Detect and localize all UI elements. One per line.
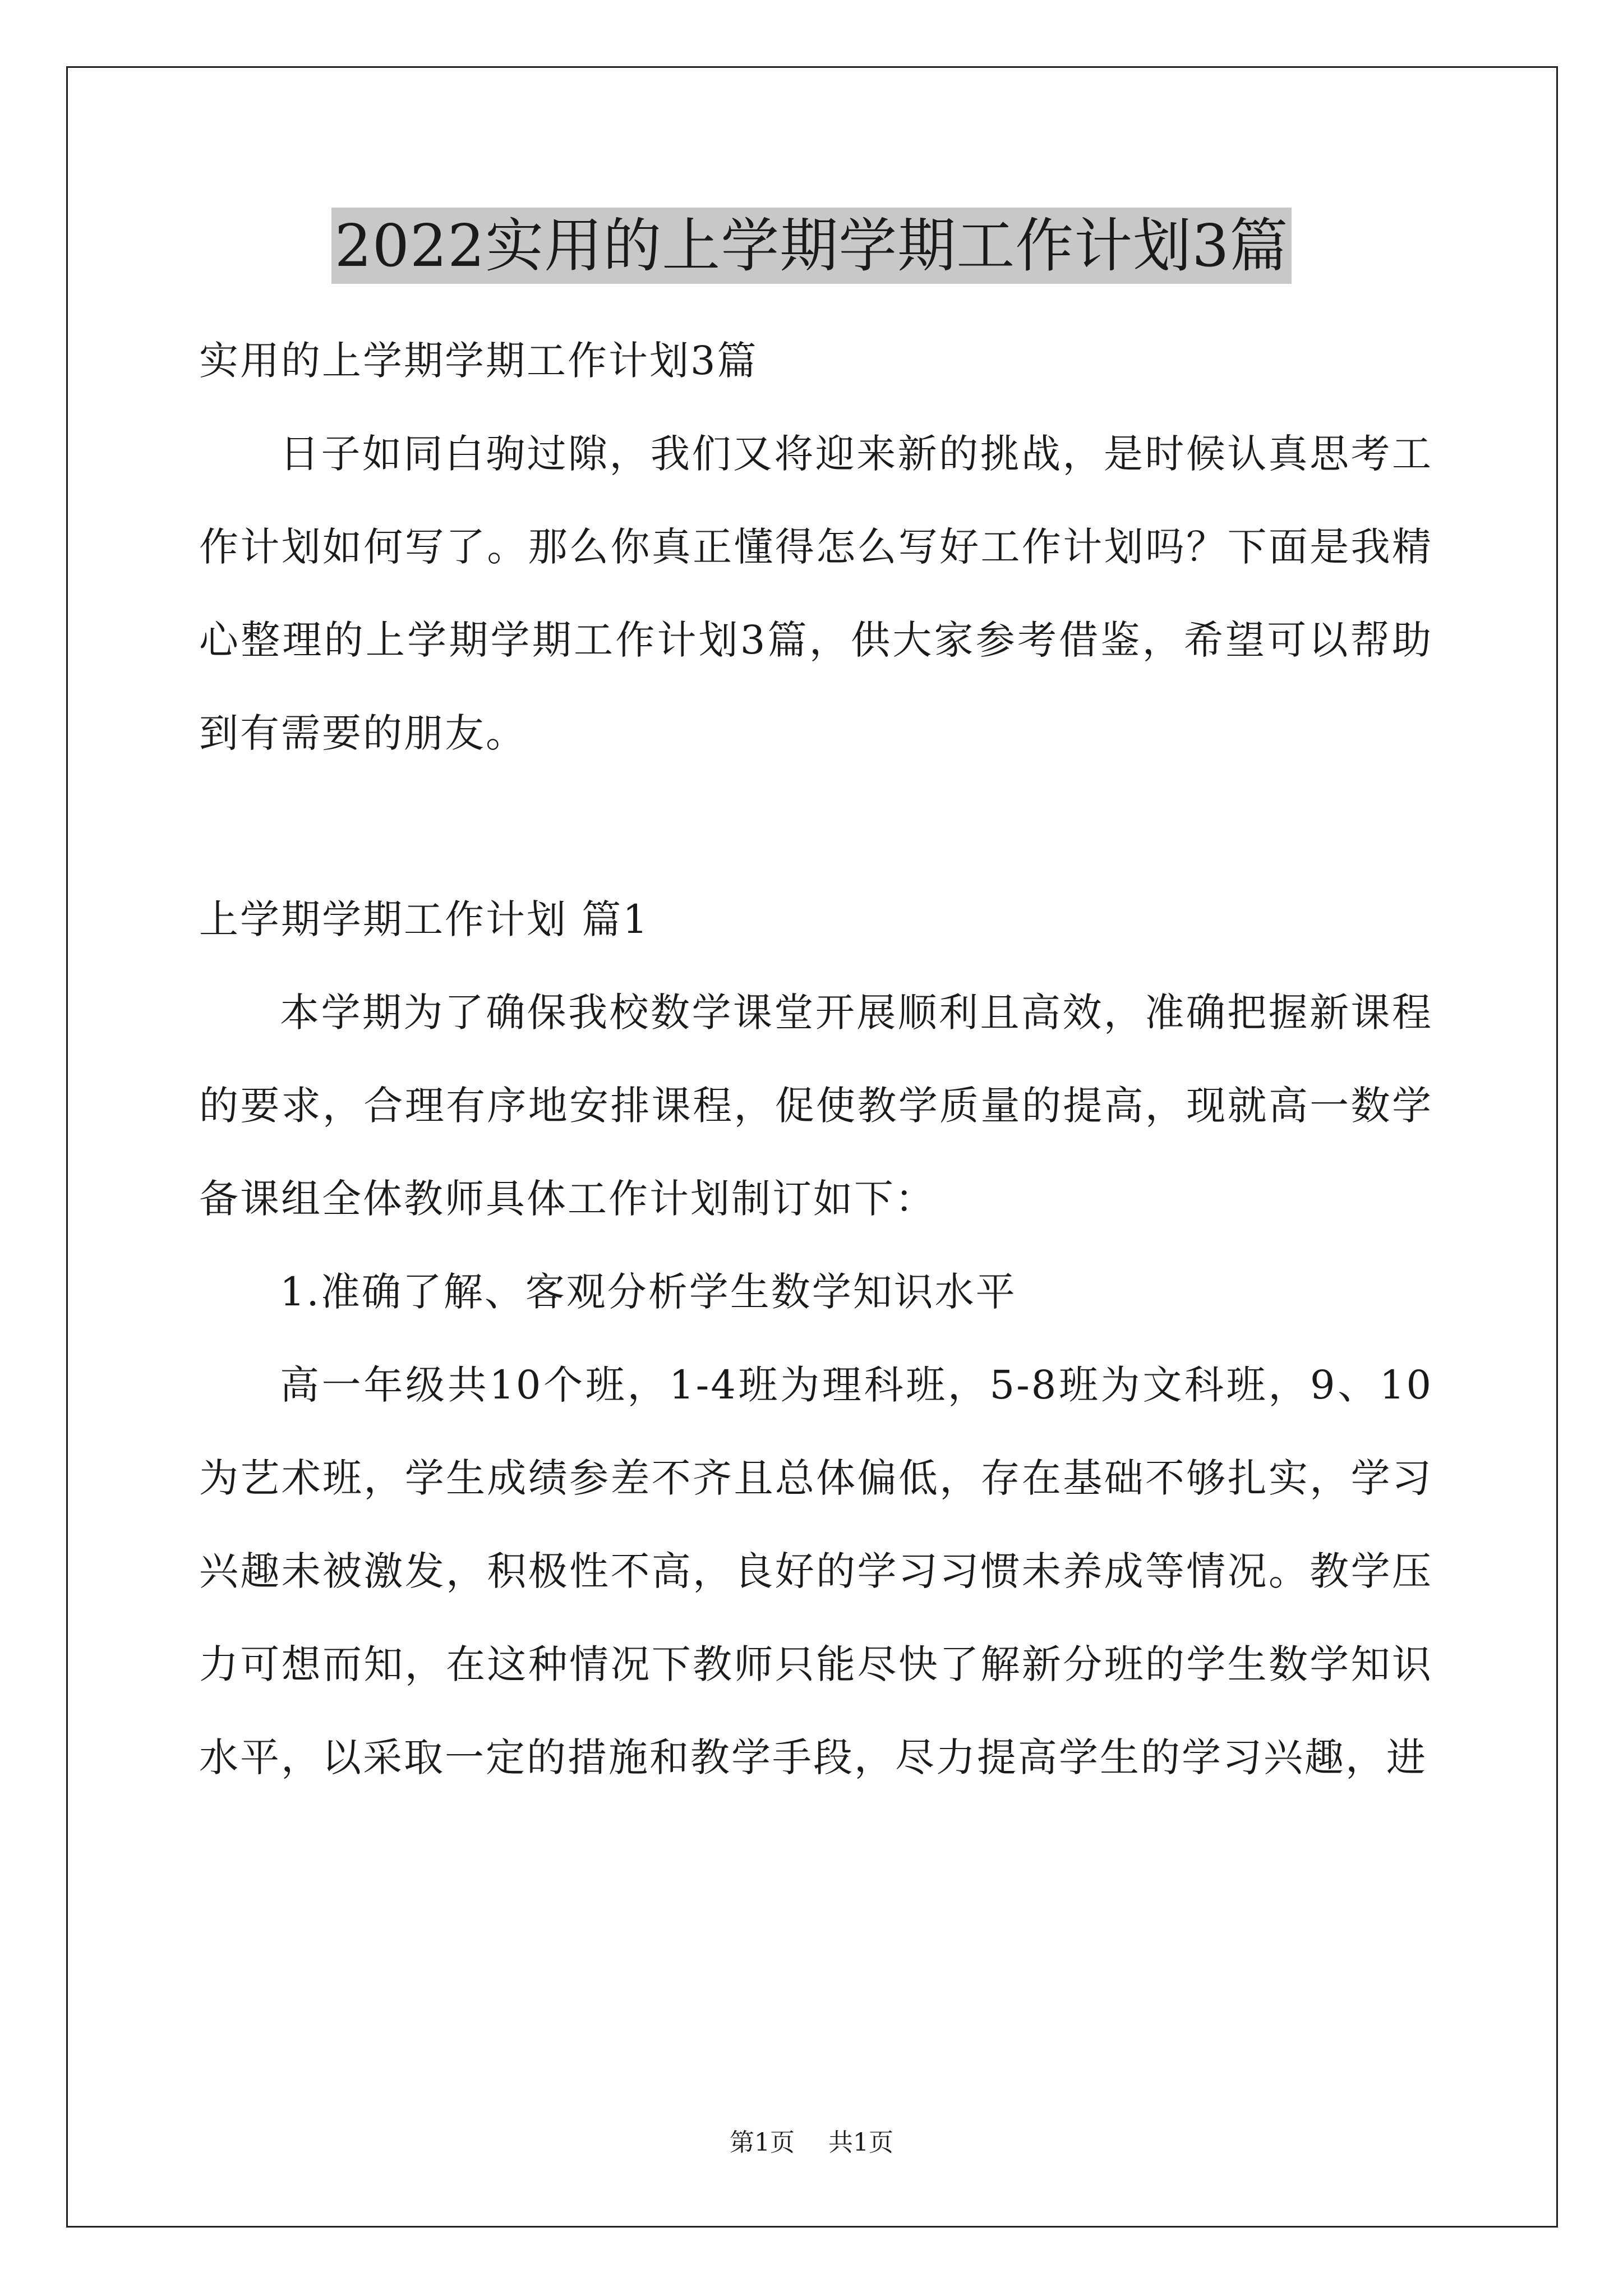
page-number: 第1页 (730, 2128, 795, 2157)
document-title: 2022实用的上学期学期工作计划3篇 (331, 208, 1292, 284)
title-container (0, 208, 1623, 284)
intro-paragraph: 日子如同白驹过隙，我们又将迎来新的挑战，是时候认真思考工作计划如何写了。那么你真正懂得怎么写好工作计划吗？下面是我精心整理的上学期学期工作计划3篇，供大家参考借鉴，希望可以帮助到有需要的朋友。 (199, 431, 1433, 756)
page-footer (0, 2126, 1623, 2160)
section-heading: 上学期学期工作计划 篇1 (199, 896, 649, 942)
list-item: 1.准确了解、客观分析学生数学知识水平 (280, 1269, 1017, 1315)
document-body (199, 314, 1433, 1804)
section-paragraph: 本学期为了确保我校数学课堂开展顺利且高效，准确把握新课程的要求，合理有序地安排课程，促使教学质量的提高，现就高一数学备课组全体教师具体工作计划制订如下： (199, 990, 1433, 1222)
page-count: 共1页 (828, 2128, 893, 2157)
document-subtitle: 实用的上学期学期工作计划3篇 (199, 338, 758, 384)
section-paragraph: 高一年级共10个班，1-4班为理科班，5-8班为文科班，9、10为艺术班，学生成绩参差不齐且总体偏低，存在基础不够扎实，学习兴趣未被激发，积极性不高，良好的学习习惯未养成等情况。教学压力可想而知，在这种情况下教师只能尽快了解新分班的学生数学知识水平，以采取一定的措施和教学手段，尽力提高学生的学习兴趣，进 (199, 1362, 1433, 1780)
